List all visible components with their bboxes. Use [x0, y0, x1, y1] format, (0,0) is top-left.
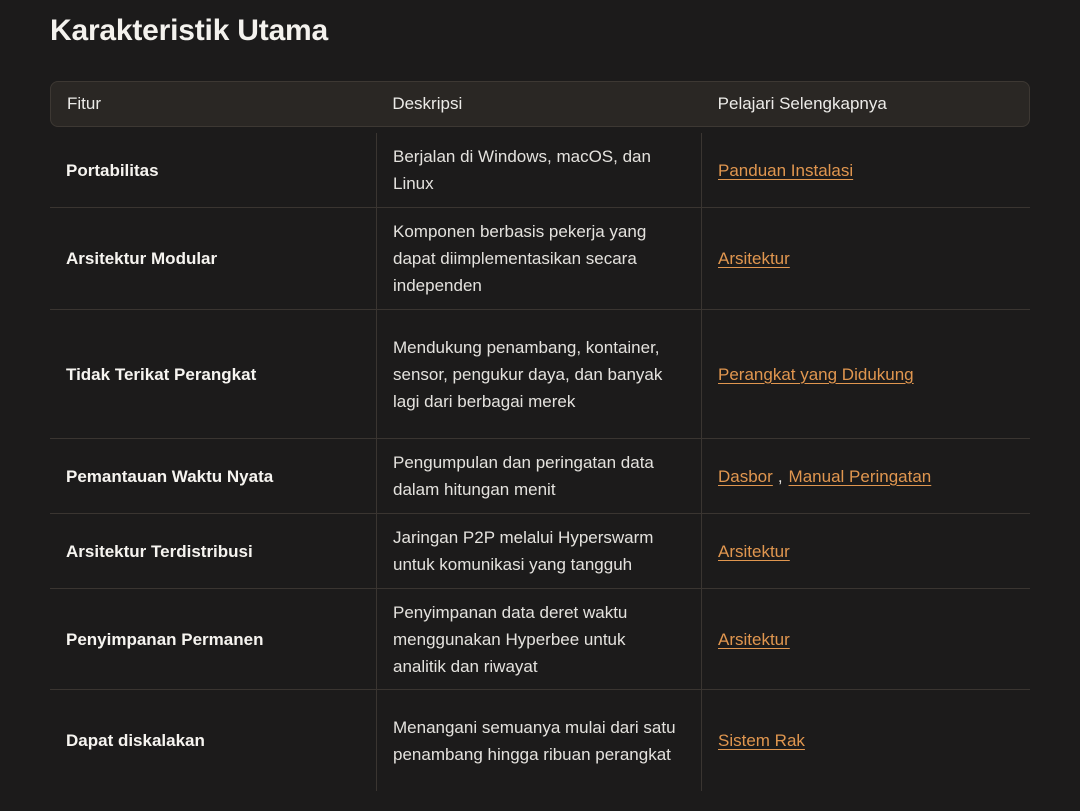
- feature-cell: Pemantauan Waktu Nyata: [66, 466, 274, 486]
- link-perangkat-yang-didukung[interactable]: Perangkat yang Didukung: [718, 364, 914, 384]
- table-row: [50, 690, 1030, 791]
- page-title: Karakteristik Utama: [50, 14, 329, 47]
- links-cell: [702, 133, 1030, 207]
- links-cell: [702, 310, 1030, 438]
- feature-cell: Arsitektur Modular: [66, 249, 218, 268]
- feature-cell: Dapat diskalakan: [66, 731, 205, 750]
- link-sistem-rak[interactable]: Sistem Rak: [718, 731, 805, 750]
- links-cell: [702, 589, 1030, 689]
- header-deskripsi: Deskripsi: [392, 94, 463, 113]
- link-arsitektur[interactable]: Arsitektur: [718, 249, 790, 268]
- link-manual-peringatan[interactable]: Manual Peringatan: [788, 466, 932, 486]
- table-row: [50, 439, 1030, 514]
- feature-cell: Arsitektur Terdistribusi: [66, 541, 253, 561]
- links-cell: [702, 208, 1030, 309]
- feature-cell: Penyimpanan Permanen: [66, 629, 264, 649]
- table-row: [50, 133, 1030, 208]
- link-arsitektur[interactable]: Arsitektur: [718, 541, 790, 561]
- feature-cell: Tidak Terikat Perangkat: [66, 364, 257, 384]
- description-cell: Berjalan di Windows, macOS, dan Linux: [376, 133, 702, 207]
- description-cell: Komponen berbasis pekerja yang dapat diimplementasikan secara independen: [376, 208, 702, 309]
- feature-cell: Portabilitas: [66, 160, 159, 180]
- link-dasbor[interactable]: Dasbor: [718, 466, 773, 486]
- table-row: [50, 514, 1030, 589]
- features-table: [50, 81, 1030, 791]
- description-cell: Menangani semuanya mulai dari satu penambang hingga ribuan perangkat: [376, 690, 702, 791]
- table-row: [50, 310, 1030, 439]
- table-header: [50, 81, 1030, 127]
- description-cell: Penyimpanan data deret waktu menggunakan Hyperbee untuk analitik dan riwayat: [376, 589, 702, 689]
- table-body: [50, 133, 1030, 791]
- link-panduan-instalasi[interactable]: Panduan Instalasi: [718, 160, 854, 180]
- description-cell: Jaringan P2P melalui Hyperswarm untuk komunikasi yang tangguh: [376, 514, 702, 588]
- links-cell: [702, 439, 1030, 513]
- link-separator: ,: [777, 466, 783, 486]
- table-row: [50, 589, 1030, 690]
- table-row: [50, 208, 1030, 310]
- links-cell: [702, 514, 1030, 588]
- description-cell: Pengumpulan dan peringatan data dalam hitungan menit: [376, 439, 702, 513]
- link-arsitektur[interactable]: Arsitektur: [718, 629, 790, 649]
- header-pelajari: Pelajari Selengkapnya: [717, 94, 887, 113]
- links-cell: [702, 690, 1030, 791]
- header-fitur: Fitur: [67, 94, 101, 113]
- description-cell: Mendukung penambang, kontainer, sensor, pengukur daya, dan banyak lagi dari berbagai merek: [376, 310, 702, 438]
